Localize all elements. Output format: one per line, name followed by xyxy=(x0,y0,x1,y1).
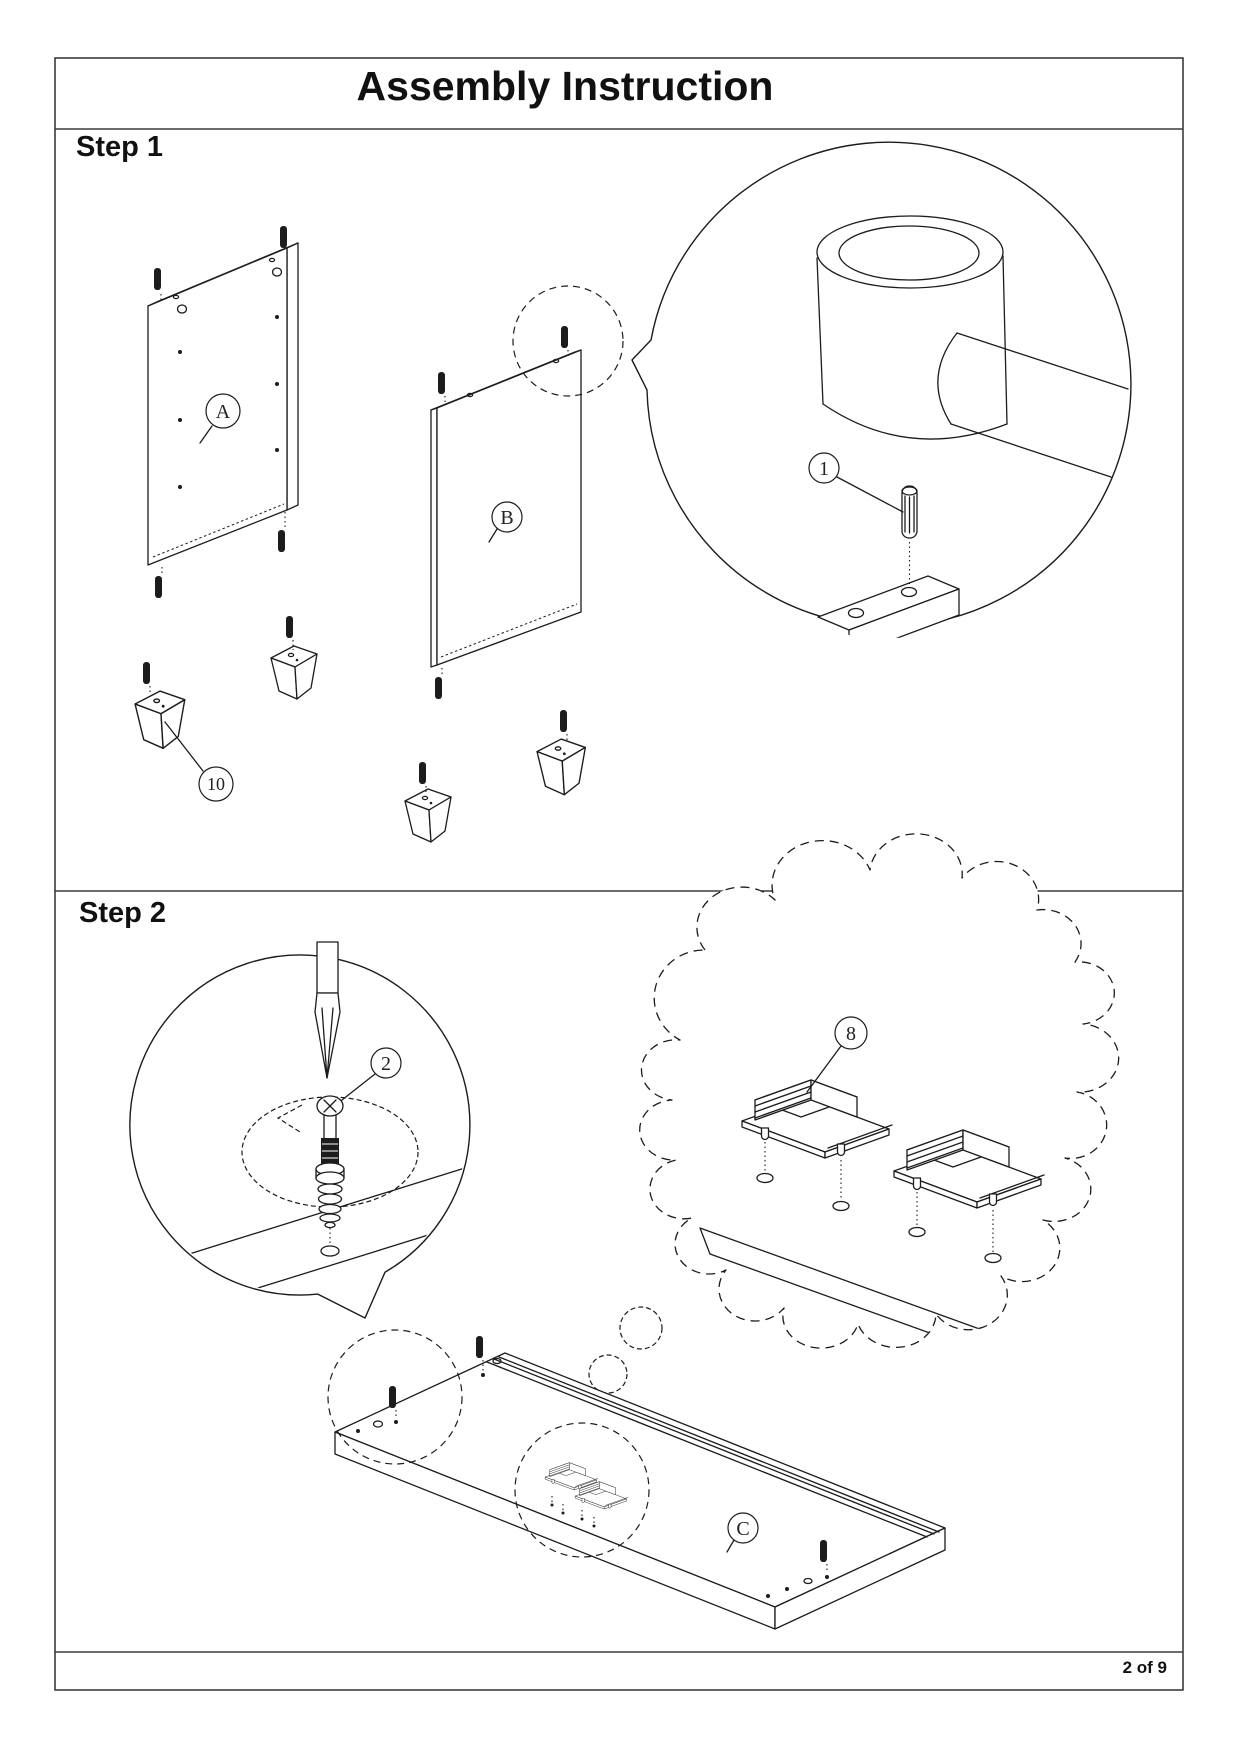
furniture-leg xyxy=(135,691,185,748)
furniture-leg xyxy=(271,646,317,699)
dowel-pin xyxy=(561,326,568,348)
dowel-pin xyxy=(143,662,150,684)
leg-part-label: 10 xyxy=(207,774,225,794)
step1-diagram xyxy=(135,142,1131,842)
furniture-leg xyxy=(405,789,451,842)
panel-b-label: B xyxy=(500,507,514,529)
screwdriver-detail-bubble xyxy=(130,942,470,1318)
dowel-pin xyxy=(280,226,287,248)
panel-c-label: C xyxy=(736,1518,750,1540)
thought-cloud xyxy=(640,834,1119,1364)
cam-bolt-pin xyxy=(820,1540,827,1562)
dowel-pin xyxy=(435,677,442,699)
glide-part-label: 8 xyxy=(846,1023,856,1045)
dowel-pin xyxy=(419,762,426,784)
mallet-detail-bubble xyxy=(632,142,1131,656)
dowel-pin xyxy=(560,710,567,732)
furniture-leg xyxy=(537,739,585,795)
page-title: Assembly Instruction xyxy=(356,63,774,109)
dowel-pin xyxy=(154,268,161,290)
step2-diagram xyxy=(130,834,1119,1629)
page-indicator: 2 of 9 xyxy=(1122,1658,1167,1677)
step2-heading: Step 2 xyxy=(79,897,167,929)
dowel-pin xyxy=(278,530,285,552)
cam-bolt-pin xyxy=(389,1386,396,1408)
dowel-part-label: 1 xyxy=(819,458,829,480)
panel-a-label: A xyxy=(215,401,231,423)
dowel-pin xyxy=(286,616,293,638)
cam-bolt-part-label: 2 xyxy=(381,1053,391,1075)
furniture-legs xyxy=(135,616,585,842)
dowel-pin xyxy=(438,372,445,394)
cam-bolt-pin xyxy=(476,1336,483,1358)
panel-c-drawing xyxy=(335,1353,945,1629)
dowel-pin xyxy=(155,576,162,598)
step1-heading: Step 1 xyxy=(76,131,164,163)
